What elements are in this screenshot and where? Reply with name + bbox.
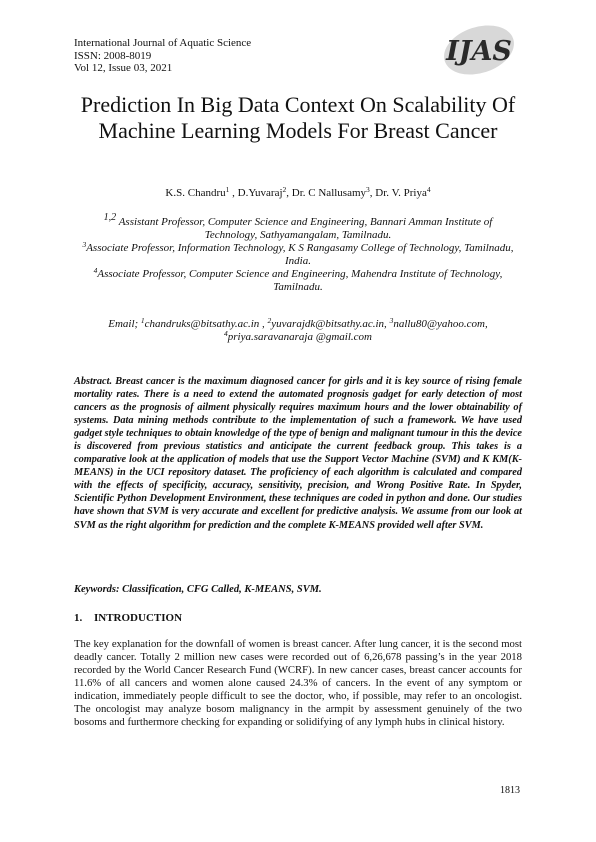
section-heading [74, 612, 182, 624]
author-list: K.S. Chandru$^1$ , D.Yuvaraj$^2$, Dr. C Nallusamy$^3$, Dr. V. Priya$^4$ [165, 185, 431, 199]
keywords: Keywords: Classification, CFG Called, K-MEANS, SVM. [74, 584, 322, 595]
page-number: 1813 [500, 785, 520, 796]
paper-title: Prediction In Big Data Context On Scalability Of Machine Learning Models For Breast Cancer [80, 92, 516, 143]
affiliation-1: $^{1,2}$ Assistant Professor, Computer Science and Engineering, Bannari Amman Institute of Technology, Sathyamangalam, Tamilnadu. [103, 212, 493, 241]
author-name: K.S. Chandru [165, 187, 226, 199]
author-name: Dr. V. Priya [375, 187, 427, 199]
email-link[interactable]: yuvarajdk@bitsathy.ac.in, [271, 318, 390, 330]
author-sup: 3 [366, 185, 370, 194]
affiliation-3: $^4$Associate Professor, Computer Science and Engineering, Mahendra Institute of Technology, Tamilnadu. [93, 266, 503, 293]
author-sup: 2 [282, 185, 287, 194]
section-title: INTRODUCTION [94, 612, 183, 624]
author-sup: 1 [225, 185, 230, 194]
journal-info [74, 37, 251, 75]
author-name: D.Yuvaraj [237, 187, 283, 199]
section-number: 1. [74, 612, 83, 624]
intro-paragraph: The key explanation for the downfall of women is breast cancer. After lung cancer, it is the second most deadly cancer. Totally 2 million new cases were recorded out of 6,26,678 passing’s in the year 2018 recorded by the World Cancer Research Fund (WCRF). In new cancer cases, breast cancer accounts for 11.6% of all cancers and women alone caused 24.3% of cancers. In the event of any symptom or indication, immediately people difficult to see the doctor, who, if possible, may refer to an oncologist. The oncologist may analyze bosom malignancy in the armpit by assessment genuinely of the two bosoms and furthermore checking for expanding or solidifying of any lymph hubs in clinical history. [74, 638, 522, 729]
journal-issn: ISSN: 2008-8019 [74, 49, 152, 62]
email-link[interactable]: nallu80@yahoo.com, [393, 318, 488, 330]
affiliation-2: $^3$Associate Professor, Information Technology, K S Rangasamy College of Technology, Tamilnadu, India. [82, 240, 514, 267]
journal-name: International Journal of Aquatic Science [74, 37, 252, 49]
email-list: Email; $^1$chandruks@bitsathy.ac.in , $^2$yuvarajdk@bitsathy.ac.in, $^3$nallu80@yahoo.com, $^4$priya.saravanaraja @gmail.com [108, 316, 488, 343]
author-name: Dr. C Nallusamy [291, 187, 367, 199]
email-link[interactable]: priya.saravanaraja @gmail.com [227, 331, 372, 343]
journal-volume: Vol 12, Issue 03, 2021 [74, 62, 173, 74]
affiliations [82, 212, 514, 294]
email-link[interactable]: chandruks@bitsathy.ac.in , [144, 318, 268, 330]
journal-logo [440, 24, 518, 76]
logo-text: IJAS [446, 36, 512, 67]
abstract: Abstract. Breast cancer is the maximum diagnosed cancer for girls and it is key source of rising female mortality rates. There is a need to extend the automated prognosis gadget for early detection of most cancers as the prognosis of ailment physically requires maximum hours and the lower obtainability of systems. Data mining methods contribute to the implementation of such a framework. We have used gadget style techniques to obtain knowledge of the type of benign and malignant tumour in this the device is discovered from previous statistics and anticipate the current feedback group. This takes is a comparative look at the application of models that use the Support Vector Machine (SVM) and K KM(K-MEANS) in the UCI repository dataset. The proficiency of each algorithm is calculated and compared with the effects of specificity, accuracy, sensitivity, precision, and Wrong Positive Rate. In Spyder, Scientific Python Development Environment, these techniques are coded in python and done. Our studies have shown that SVM is very accurate and excellent for predictive analysis. We assume from our look at SVM as the right algorithm for prediction and the complete K-MEANS provided well after SVM. [74, 376, 522, 531]
author-sup: 4 [426, 185, 431, 194]
